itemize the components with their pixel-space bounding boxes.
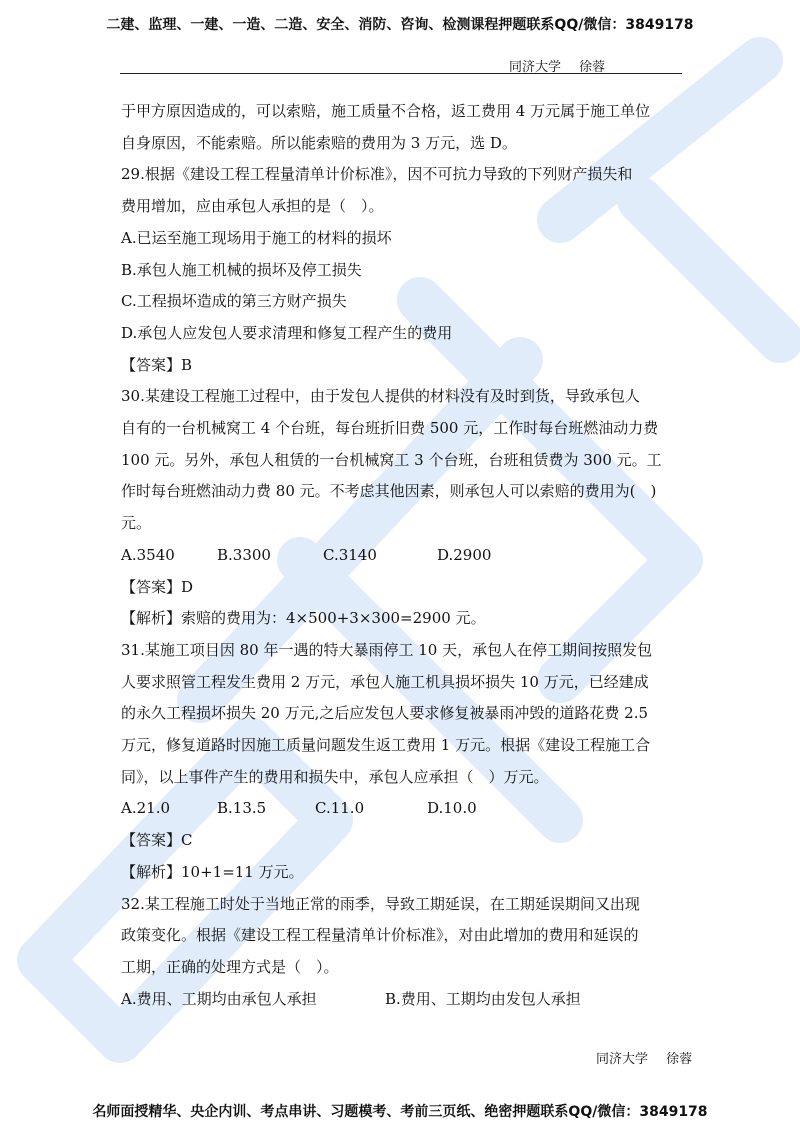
question-31-answer: 【答案】C [121,831,193,850]
question-30-stem: 100 元。另外，承包人租赁的一台机械窝工 3 个台班，台班租赁费为 300 元。工 [121,450,662,469]
question-29-stem: 29.根据《建设工程工程量清单计价标准》，因不可抗力导致的下列财产损失和 [121,165,633,184]
question-32-stem: 32.某工程施工时处于当地正常的雨季，导致工期延误，在工期延误期间又出现 [121,894,640,913]
question-31-stem: 人要求照管工程发生费用 2 万元，承包人施工机具损坏损失 10 万元，已经建成 [121,672,649,691]
question-30-explanation: 【解析】索赔的费用为：4×500+3×300=2900 元。 [121,609,486,628]
question-32-stem: 政策变化。根据《建设工程工程量清单计价标准》，对由此增加的费用和延误的 [121,926,639,945]
option-c: C.3140 [323,545,377,564]
header-school: 同济大学 [509,60,562,75]
question-31-stem: 的永久工程损坏损失 20 万元,之后应发包人要求修复被暴雨冲毁的道路花费 2.5 [121,704,649,723]
text-line: 于甲方原因造成的，可以索赔，施工质量不合格，返工费用 4 万元属于施工单位 [121,102,651,120]
question-29-option: D.承包人应发包人要求清理和修复工程产生的费用 [121,323,453,342]
question-32-stem: 工期，正确的处理方式是（ ）。 [121,957,339,976]
header-divider [120,73,682,74]
question-32-options [121,984,691,1016]
question-29-answer: 【答案】B [121,355,193,374]
question-29-option: C.工程损坏造成的第三方财产损失 [121,292,347,311]
header-banner: 二建、监理、一建、一造、二造、安全、消防、咨询、检测课程押题联系QQ/微信：3849178 [106,17,694,33]
question-31-explanation: 【解析】10+1=11 万元。 [121,862,304,881]
question-31-stem: 万元，修复道路时因施工质量问题发生返工费用 1 万元。根据《建设工程施工合 [121,736,651,755]
question-29-option: A.已运至施工现场用于施工的材料的损坏 [121,228,392,247]
question-31-options [121,793,691,825]
footer-school: 同济大学 [596,1052,649,1067]
option-a: A.费用、工期均由承包人承担 [121,989,317,1008]
option-d: D.10.0 [427,799,477,818]
question-30-options [121,540,691,572]
option-b: B.13.5 [217,799,267,818]
option-a: A.21.0 [121,799,170,818]
option-a: A.3540 [121,545,175,564]
question-31-stem: 31.某施工项目因 80 年一遇的特大暴雨停工 10 天，承包人在停工期间按照发包 [121,640,653,659]
text-line: 自身原因，不能索赔。所以能索赔的费用为 3 万元，选 D。 [121,133,517,152]
option-d: D.2900 [437,545,492,564]
option-c: C.11.0 [315,799,365,818]
footer-teacher: 徐蓉 [666,1052,693,1067]
document-body [121,96,691,1015]
question-30-stem: 作时每台班燃油动力费 80 元。不考虑其他因素，则承包人可以索赔的费用为( ) [121,482,657,501]
question-29-option: B.承包人施工机械的损坏及停工损失 [121,260,362,279]
question-30-answer: 【答案】D [121,577,194,596]
footer-author [596,1048,692,1067]
header-teacher: 徐蓉 [579,60,606,75]
question-30-stem: 元。 [121,514,152,533]
option-b: B.费用、工期均由发包人承担 [385,989,581,1008]
question-29-stem: 费用增加，应由承包人承担的是（ ）。 [121,197,384,216]
question-30-stem: 自有的一台机械窝工 4 个台班，每台班折旧费 500 元，工作时每台班燃油动力费 [121,419,659,438]
question-30-stem: 30.某建设工程施工过程中，由于发包人提供的材料没有及时到货，导致承包人 [121,387,640,406]
option-b: B.3300 [217,545,271,564]
footer-banner: 名师面授精华、央企内训、考点串讲、习题模考、考前三页纸、绝密押题联系QQ/微信：3849178 [92,1104,708,1120]
question-31-stem: 同》，以上事件产生的费用和损失中，承包人应承担（ ）万元。 [121,767,549,786]
